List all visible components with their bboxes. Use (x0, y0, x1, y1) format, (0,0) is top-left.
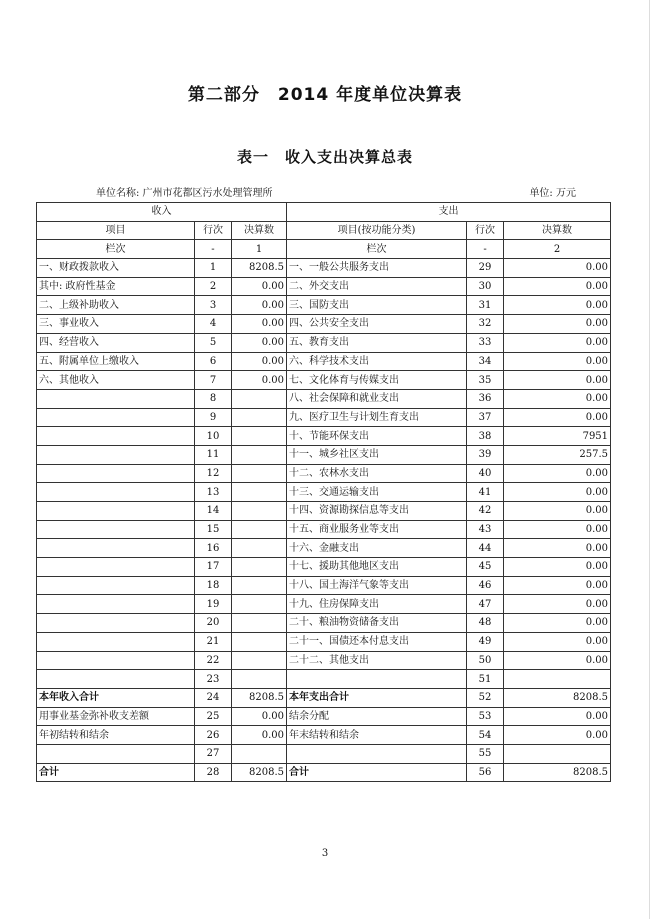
expense-amount: 0.00 (504, 408, 611, 427)
expense-line: 46 (467, 576, 504, 595)
income-item (37, 651, 195, 670)
income-amount: 0.00 (232, 333, 287, 352)
expense-item: 四、公共安全支出 (287, 315, 467, 334)
expense-line: 51 (467, 670, 504, 689)
income-line: 4 (195, 315, 232, 334)
income-item: 本年收入合计 (37, 688, 195, 707)
income-item: 二、上级补助收入 (37, 296, 195, 315)
income-item: 四、经营收入 (37, 333, 195, 352)
expense-item: 五、教育支出 (287, 333, 467, 352)
expense-amount (504, 744, 611, 763)
expense-amount: 0.00 (504, 726, 611, 745)
income-item (37, 744, 195, 763)
expense-amount: 0.00 (504, 483, 611, 502)
income-amount: 0.00 (232, 315, 287, 334)
expense-line: 40 (467, 464, 504, 483)
income-amount (232, 651, 287, 670)
expense-item: 十三、交通运输支出 (287, 483, 467, 502)
income-amount: 8208.5 (232, 688, 287, 707)
income-line: 9 (195, 408, 232, 427)
expense-item: 十八、国土海洋气象等支出 (287, 576, 467, 595)
table-label: 表一 (236, 148, 269, 166)
expense-amount: 8208.5 (504, 688, 611, 707)
expense-amount: 0.00 (504, 502, 611, 521)
income-line: 27 (195, 744, 232, 763)
income-line: 11 (195, 445, 232, 464)
table-row (37, 632, 611, 651)
income-amount: 0.00 (232, 277, 287, 296)
expense-item: 年末结转和结余 (287, 726, 467, 745)
expense-line: 53 (467, 707, 504, 726)
expense-line: 43 (467, 520, 504, 539)
income-item (37, 502, 195, 521)
expense-amount: 0.00 (504, 371, 611, 390)
table-row (37, 520, 611, 539)
expense-amount: 0.00 (504, 352, 611, 371)
income-line: 19 (195, 595, 232, 614)
expense-line: 52 (467, 688, 504, 707)
table-row (37, 688, 611, 707)
table-row (37, 445, 611, 464)
page-number: 3 (321, 848, 329, 859)
income-expense-table (36, 202, 611, 782)
sub-label2: 栏次 (287, 240, 467, 259)
income-line: 28 (195, 763, 232, 782)
table-row (37, 427, 611, 446)
expense-line: 31 (467, 296, 504, 315)
expense-item: 六、科学技术支出 (287, 352, 467, 371)
table-row (37, 707, 611, 726)
expense-item: 本年支出合计 (287, 688, 467, 707)
income-amount (232, 445, 287, 464)
income-item: 年初结转和结余 (37, 726, 195, 745)
income-item (37, 670, 195, 689)
part-title-text: 2014 年度单位决算表 (277, 85, 463, 105)
expense-line: 49 (467, 632, 504, 651)
income-item (37, 632, 195, 651)
col-item-func: 项目(按功能分类) (287, 221, 467, 240)
income-amount: 8208.5 (232, 763, 287, 782)
income-line: 15 (195, 520, 232, 539)
expense-line: 41 (467, 483, 504, 502)
income-line: 23 (195, 670, 232, 689)
income-amount: 0.00 (232, 707, 287, 726)
income-line: 16 (195, 539, 232, 558)
income-item: 一、财政拨款收入 (37, 259, 195, 278)
expense-item (287, 744, 467, 763)
expense-line: 37 (467, 408, 504, 427)
income-amount (232, 614, 287, 633)
income-amount: 0.00 (232, 296, 287, 315)
income-amount (232, 576, 287, 595)
income-item (37, 614, 195, 633)
expense-item: 十四、资源勘探信息等支出 (287, 502, 467, 521)
table-subheader (37, 240, 611, 259)
table-row (37, 464, 611, 483)
expense-line: 35 (467, 371, 504, 390)
table-row (37, 558, 611, 577)
table-row (37, 614, 611, 633)
income-item: 三、事业收入 (37, 315, 195, 334)
expense-amount: 0.00 (504, 389, 611, 408)
income-line: 2 (195, 277, 232, 296)
expense-amount: 257.5 (504, 445, 611, 464)
income-item (37, 520, 195, 539)
income-amount (232, 464, 287, 483)
income-item (37, 408, 195, 427)
expense-amount: 0.00 (504, 595, 611, 614)
col-amount: 决算数 (232, 221, 287, 240)
income-item (37, 464, 195, 483)
table-row (37, 296, 611, 315)
income-line: 7 (195, 371, 232, 390)
income-header: 收入 (37, 203, 287, 222)
income-line: 10 (195, 427, 232, 446)
expense-amount: 0.00 (504, 558, 611, 577)
expense-header: 支出 (287, 203, 611, 222)
income-amount (232, 483, 287, 502)
expense-item: 九、医疗卫生与计划生育支出 (287, 408, 467, 427)
table-row (37, 408, 611, 427)
income-amount (232, 520, 287, 539)
sub-col2: 2 (504, 240, 611, 259)
expense-amount: 0.00 (504, 651, 611, 670)
income-amount (232, 539, 287, 558)
table-row (37, 670, 611, 689)
income-amount (232, 744, 287, 763)
income-amount (232, 427, 287, 446)
income-line: 24 (195, 688, 232, 707)
expense-amount: 0.00 (504, 520, 611, 539)
income-line: 13 (195, 483, 232, 502)
expense-amount: 0.00 (504, 259, 611, 278)
expense-amount: 8208.5 (504, 763, 611, 782)
income-amount: 0.00 (232, 726, 287, 745)
table-row (37, 259, 611, 278)
expense-item: 八、社会保障和就业支出 (287, 389, 467, 408)
income-item (37, 445, 195, 464)
income-amount: 0.00 (232, 371, 287, 390)
table-title (0, 146, 650, 167)
expense-line: 38 (467, 427, 504, 446)
income-amount: 8208.5 (232, 259, 287, 278)
expense-amount: 0.00 (504, 315, 611, 334)
sub-col1: 1 (232, 240, 287, 259)
expense-line: 29 (467, 259, 504, 278)
table-row (37, 352, 611, 371)
income-item: 其中: 政府性基金 (37, 277, 195, 296)
income-line: 6 (195, 352, 232, 371)
income-line: 25 (195, 707, 232, 726)
income-line: 3 (195, 296, 232, 315)
income-line: 22 (195, 651, 232, 670)
sub-dash2: - (467, 240, 504, 259)
expense-item: 十一、城乡社区支出 (287, 445, 467, 464)
expense-line: 54 (467, 726, 504, 745)
expense-amount: 0.00 (504, 632, 611, 651)
expense-item (287, 670, 467, 689)
income-item: 六、其他收入 (37, 371, 195, 390)
expense-item: 二十一、国债还本付息支出 (287, 632, 467, 651)
currency-unit: 单位: 万元 (529, 188, 576, 199)
expense-item: 十二、农林水支出 (287, 464, 467, 483)
expense-item: 七、文化体育与传媒支出 (287, 371, 467, 390)
income-amount: 0.00 (232, 352, 287, 371)
expense-line: 42 (467, 502, 504, 521)
expense-item: 二十、粮油物资储备支出 (287, 614, 467, 633)
unit-name: 单位名称: 广州市花都区污水处理管理所 (96, 188, 273, 199)
income-amount (232, 408, 287, 427)
expense-item: 十、节能环保支出 (287, 427, 467, 446)
expense-line: 39 (467, 445, 504, 464)
expense-line: 45 (467, 558, 504, 577)
income-line: 20 (195, 614, 232, 633)
expense-item: 一、一般公共服务支出 (287, 259, 467, 278)
expense-amount: 0.00 (504, 539, 611, 558)
expense-line: 55 (467, 744, 504, 763)
table-row (37, 371, 611, 390)
income-line: 5 (195, 333, 232, 352)
unit-line (96, 184, 576, 199)
expense-item: 十六、金融支出 (287, 539, 467, 558)
table-row (37, 539, 611, 558)
income-item (37, 539, 195, 558)
table-row (37, 576, 611, 595)
table-row (37, 726, 611, 745)
expense-amount: 7951 (504, 427, 611, 446)
income-item (37, 576, 195, 595)
expense-line: 48 (467, 614, 504, 633)
table-column-header (37, 221, 611, 240)
expense-line: 33 (467, 333, 504, 352)
income-item (37, 389, 195, 408)
income-line: 8 (195, 389, 232, 408)
expense-item: 三、国防支出 (287, 296, 467, 315)
income-line: 17 (195, 558, 232, 577)
col-item: 项目 (37, 221, 195, 240)
expense-item: 二、外交支出 (287, 277, 467, 296)
income-line: 1 (195, 259, 232, 278)
expense-item: 结余分配 (287, 707, 467, 726)
table-row (37, 744, 611, 763)
table-row (37, 595, 611, 614)
income-item: 用事业基金弥补收支差额 (37, 707, 195, 726)
table-row (37, 315, 611, 334)
income-line: 18 (195, 576, 232, 595)
expense-item: 十七、援助其他地区支出 (287, 558, 467, 577)
income-line: 26 (195, 726, 232, 745)
expense-line: 50 (467, 651, 504, 670)
income-item (37, 558, 195, 577)
table-row (37, 651, 611, 670)
income-line: 12 (195, 464, 232, 483)
income-amount (232, 558, 287, 577)
income-amount (232, 670, 287, 689)
table-row (37, 763, 611, 782)
expense-line: 56 (467, 763, 504, 782)
expense-item: 二十二、其他支出 (287, 651, 467, 670)
income-amount (232, 389, 287, 408)
expense-amount: 0.00 (504, 277, 611, 296)
expense-amount: 0.00 (504, 333, 611, 352)
income-amount (232, 632, 287, 651)
income-item: 合计 (37, 763, 195, 782)
income-line: 14 (195, 502, 232, 521)
col-line2: 行次 (467, 221, 504, 240)
income-item (37, 595, 195, 614)
expense-line: 44 (467, 539, 504, 558)
income-line: 21 (195, 632, 232, 651)
sub-label: 栏次 (37, 240, 195, 259)
table-section-header (37, 203, 611, 222)
expense-amount: 0.00 (504, 296, 611, 315)
part-label: 第二部分 (187, 85, 260, 105)
table-row (37, 502, 611, 521)
col-amount2: 决算数 (504, 221, 611, 240)
expense-amount: 0.00 (504, 614, 611, 633)
expense-amount: 0.00 (504, 576, 611, 595)
expense-amount: 0.00 (504, 464, 611, 483)
table-row (37, 389, 611, 408)
table-row (37, 277, 611, 296)
expense-item: 合计 (287, 763, 467, 782)
expense-line: 47 (467, 595, 504, 614)
expense-line: 36 (467, 389, 504, 408)
expense-line: 34 (467, 352, 504, 371)
col-line: 行次 (195, 221, 232, 240)
expense-amount (504, 670, 611, 689)
expense-line: 32 (467, 315, 504, 334)
expense-line: 30 (467, 277, 504, 296)
income-item (37, 427, 195, 446)
table-title-text: 收入支出决算总表 (285, 148, 414, 166)
table-row (37, 483, 611, 502)
expense-amount: 0.00 (504, 707, 611, 726)
income-item (37, 483, 195, 502)
income-item: 五、附属单位上缴收入 (37, 352, 195, 371)
expense-item: 十五、商业服务业等支出 (287, 520, 467, 539)
sub-dash: - (195, 240, 232, 259)
income-amount (232, 595, 287, 614)
expense-item: 十九、住房保障支出 (287, 595, 467, 614)
table-row (37, 333, 611, 352)
part-title (0, 80, 650, 105)
income-amount (232, 502, 287, 521)
